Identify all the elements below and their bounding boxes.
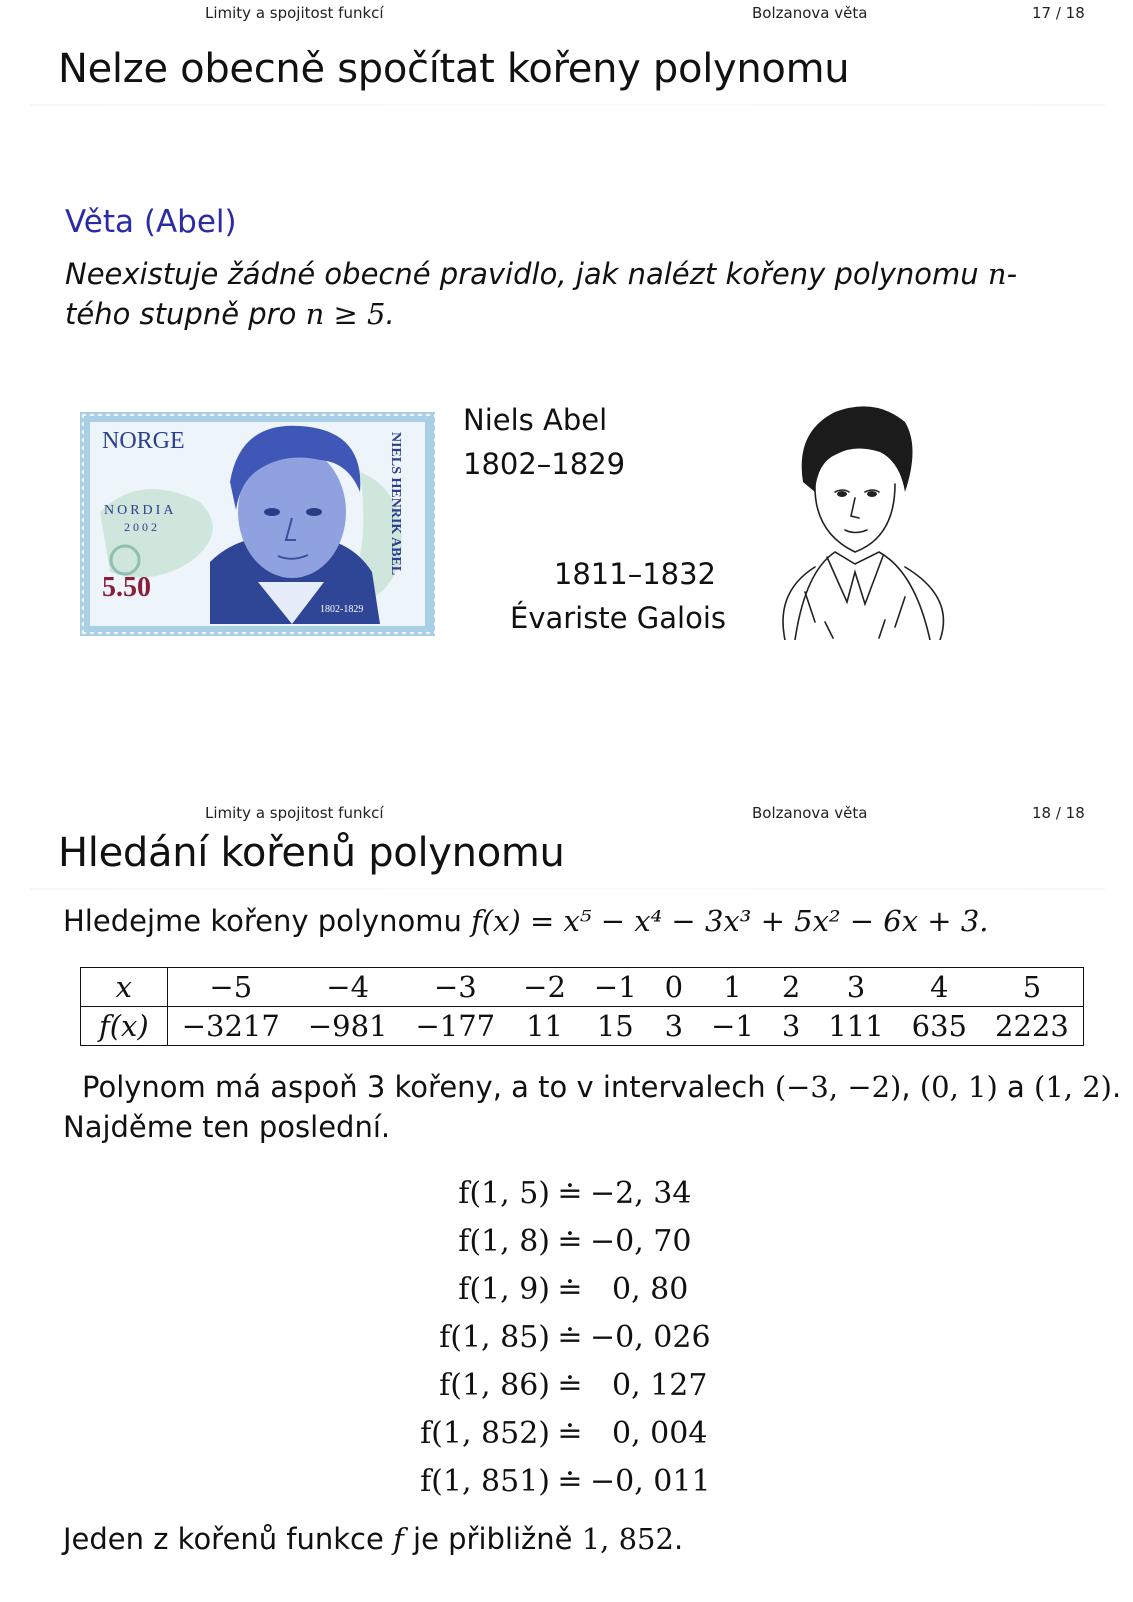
evaluation-row <box>420 1458 732 1506</box>
theorem-variable-n: n <box>987 257 1007 291</box>
galois-name: Évariste Galois <box>510 601 726 635</box>
interval-1: (−3, −2) <box>774 1070 902 1104</box>
table-cell: 1 <box>697 968 768 1007</box>
galois-years: 1811–1832 <box>553 557 716 591</box>
slide-title: Nelze obecně spočítat kořeny polynomu <box>58 46 850 92</box>
galois-label <box>510 552 726 640</box>
evaluation-argument: f(1, 5) <box>458 1176 550 1211</box>
stamp-dates: 1802-1829 <box>320 604 364 615</box>
stamp-value: 5.50 <box>102 572 151 603</box>
table-cell: 4 <box>898 968 981 1007</box>
evaluations-list <box>420 1170 732 1506</box>
slide-header <box>0 2 1133 24</box>
table-cell: −1 <box>697 1007 768 1046</box>
evaluation-value: 0, 80 <box>612 1272 689 1307</box>
roots-statement-end: . <box>1111 1070 1122 1104</box>
stamp-side-text: NIELS HENRIK ABEL <box>388 432 403 576</box>
approx-equal-symbol: ≐ <box>557 1320 583 1355</box>
header-page-number: 17 / 18 <box>1032 4 1085 22</box>
interval-2: (0, 1) <box>919 1070 998 1104</box>
abel-stamp-image <box>80 412 435 636</box>
theorem-condition: n ≥ 5 <box>305 297 386 331</box>
evaluation-argument: f(1, 8) <box>458 1224 550 1259</box>
approx-equal-symbol: ≐ <box>557 1464 583 1499</box>
theorem-text-end: . <box>385 297 395 331</box>
header-section: Limity a spojitost funkcí <box>205 4 384 22</box>
approx-equal-symbol: ≐ <box>557 1176 583 1211</box>
table-cell: 635 <box>898 1007 981 1046</box>
fx-row-label: f(x) <box>81 1007 168 1046</box>
evaluation-value: −0, 70 <box>590 1224 692 1259</box>
fx-row <box>81 1007 1084 1046</box>
conclusion-text-b: je přibližně <box>403 1522 582 1556</box>
evaluation-argument: f(1, 852) <box>420 1416 550 1451</box>
approx-equal-symbol: ≐ <box>557 1272 583 1307</box>
table-cell: −981 <box>294 1007 402 1046</box>
x-row <box>81 968 1084 1007</box>
evaluation-row <box>420 1266 732 1314</box>
conclusion-end: . <box>673 1522 684 1556</box>
theorem-heading: Věta (Abel) <box>65 204 237 240</box>
theorem-text <box>65 254 1065 334</box>
approx-equal-symbol: ≐ <box>557 1416 583 1451</box>
polynomial-formula: f(x) = x⁵ − x⁴ − 3x³ + 5x² − 6x + 3. <box>471 904 989 938</box>
evaluation-value: 0, 004 <box>612 1416 708 1451</box>
roots-statement-text: Polynom má aspoň 3 kořeny, a to v intervalech <box>82 1070 775 1104</box>
table-cell: 11 <box>509 1007 580 1046</box>
table-cell: 111 <box>814 1007 897 1046</box>
roots-find-last: Najděme ten poslední. <box>63 1110 391 1144</box>
table-cell: 2 <box>768 968 814 1007</box>
table-cell: 3 <box>814 968 897 1007</box>
evaluation-row <box>420 1170 732 1218</box>
interval-and: a <box>997 1070 1035 1104</box>
title-divider <box>30 888 1105 890</box>
stamp-year: 2002 <box>124 520 160 534</box>
header-section: Limity a spojitost funkcí <box>205 804 384 822</box>
slide-header <box>0 802 1133 824</box>
x-row-label: x <box>81 968 168 1007</box>
conclusion-value: 1, 852 <box>581 1522 674 1556</box>
evaluation-value: −0, 026 <box>590 1320 711 1355</box>
table-cell: 3 <box>768 1007 814 1046</box>
polynomial-intro <box>63 904 989 938</box>
table-cell: 15 <box>580 1007 651 1046</box>
slide-17 <box>0 0 1133 800</box>
table-cell: −2 <box>509 968 580 1007</box>
stamp-country: NORGE <box>102 428 185 454</box>
theorem-text-part2: -tého stupně pro <box>65 257 1018 331</box>
approx-equal-symbol: ≐ <box>557 1368 583 1403</box>
polynomial-intro-text: Hledejme kořeny polynomu <box>63 904 472 938</box>
approx-equal-symbol: ≐ <box>557 1224 583 1259</box>
conclusion <box>63 1522 683 1556</box>
evaluation-row <box>420 1410 732 1458</box>
interval-3: (1, 2) <box>1034 1070 1112 1104</box>
stamp-event: NORDIA <box>104 503 177 518</box>
evaluation-argument: f(1, 9) <box>458 1272 550 1307</box>
values-table <box>80 967 1084 1046</box>
roots-statement <box>82 1070 1121 1104</box>
evaluation-row <box>420 1362 732 1410</box>
abel-label <box>463 398 625 486</box>
header-page-number: 18 / 18 <box>1032 804 1085 822</box>
slide-18 <box>0 800 1133 1602</box>
evaluation-row <box>420 1314 732 1362</box>
table-cell: 0 <box>651 968 697 1007</box>
evaluation-argument: f(1, 85) <box>439 1320 550 1355</box>
table-cell: 5 <box>981 968 1083 1007</box>
evaluation-argument: f(1, 851) <box>420 1464 550 1499</box>
conclusion-text-a: Jeden z kořenů funkce <box>63 1522 394 1556</box>
conclusion-function: f <box>393 1522 404 1556</box>
table-cell: 3 <box>651 1007 697 1046</box>
evaluation-value: −0, 011 <box>590 1464 711 1499</box>
title-divider <box>30 104 1105 106</box>
table-cell: −1 <box>580 968 651 1007</box>
table-cell: −177 <box>401 1007 509 1046</box>
interval-separator: , <box>901 1070 920 1104</box>
table-cell: −5 <box>167 968 294 1007</box>
abel-years: 1802–1829 <box>463 447 626 481</box>
galois-portrait-image <box>755 392 960 640</box>
evaluation-row <box>420 1218 732 1266</box>
table-cell: −4 <box>294 968 402 1007</box>
slide-title: Hledání kořenů polynomu <box>58 830 565 876</box>
table-cell: −3 <box>401 968 509 1007</box>
evaluation-value: 0, 127 <box>612 1368 708 1403</box>
table-cell: −3217 <box>167 1007 294 1046</box>
evaluation-argument: f(1, 86) <box>439 1368 550 1403</box>
evaluation-value: −2, 34 <box>590 1176 692 1211</box>
table-cell: 2223 <box>981 1007 1083 1046</box>
header-subsection: Bolzanova věta <box>752 804 868 822</box>
header-subsection: Bolzanova věta <box>752 4 868 22</box>
abel-name: Niels Abel <box>463 403 608 437</box>
theorem-text-part1: Neexistuje žádné obecné pravidlo, jak nalézt kořeny polynomu <box>65 257 988 291</box>
